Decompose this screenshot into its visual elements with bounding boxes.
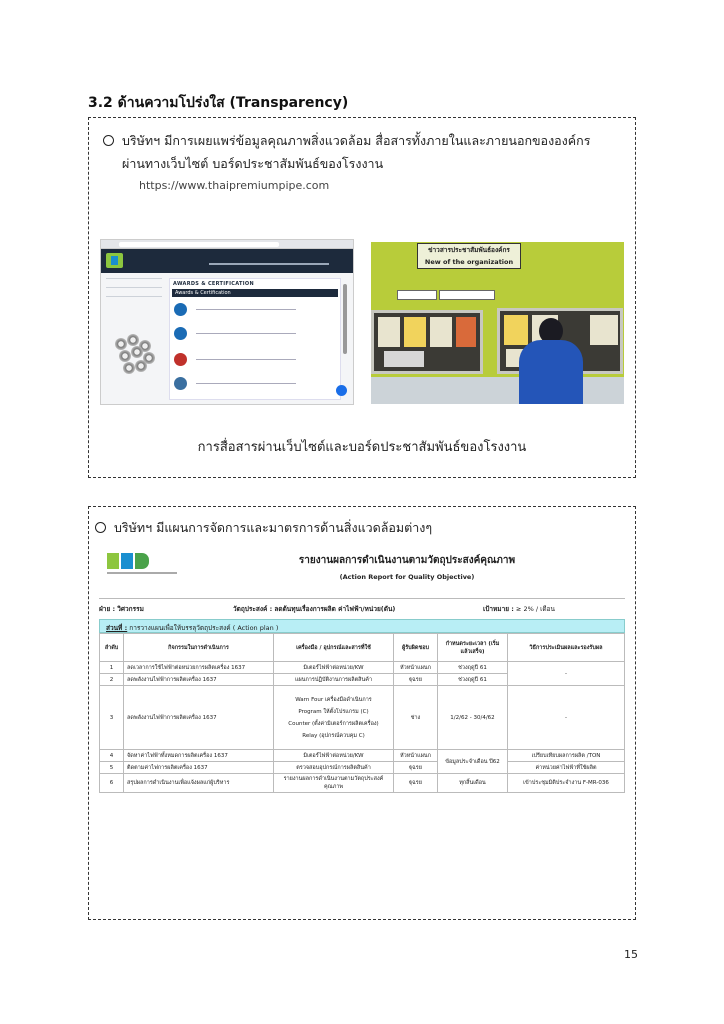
cell-period: 1/2/62 - 30/4/62 bbox=[438, 686, 508, 750]
certificate-badge-icon bbox=[174, 303, 187, 316]
action-plan-section-bar bbox=[99, 619, 625, 633]
board-sign-english: New of the organization bbox=[424, 258, 514, 266]
cell-eval: เปรียบเทียบผลการผลิต /TON bbox=[508, 750, 625, 762]
website-sidebar bbox=[106, 278, 162, 308]
cell-tool: มิเตอร์ไฟฟ้าต่อหน่วย/KW bbox=[274, 662, 394, 674]
cell-tool: ตรวจสอบอุปกรณ์การผลิตสินค้า bbox=[274, 762, 394, 774]
browser-bar bbox=[101, 240, 353, 249]
report-meta bbox=[99, 599, 625, 617]
section-title: 3.2 ด้านความโปร่งใส (Transparency) bbox=[88, 95, 349, 111]
bullet-item-website bbox=[103, 131, 590, 151]
table-row bbox=[100, 662, 625, 674]
tool-line: Warn Four เครื่องมือดำเนินการ bbox=[295, 696, 372, 703]
website-nav bbox=[209, 263, 329, 265]
board-notice bbox=[439, 290, 495, 300]
awards-panel bbox=[169, 278, 341, 400]
address-bar bbox=[119, 242, 279, 247]
cell-period: ช่วงฤดูปี 61 bbox=[438, 662, 508, 674]
website-header bbox=[101, 249, 353, 273]
board-sign bbox=[417, 243, 521, 269]
tool-line: Counter (ตั้งค่ามิเตอร์การผลิตเครื่อง) bbox=[288, 720, 379, 727]
cell-owner: ฐุฉรย bbox=[394, 674, 438, 686]
cell-eval: ค่าหน่วยค่าไฟฟ้าที่ใช้ผลิต bbox=[508, 762, 625, 774]
dept-label: ฝ่าย : bbox=[99, 605, 116, 613]
target-value: ≥ 2% / เดือน bbox=[515, 605, 555, 613]
tool-line: Relay (อุปกรณ์ควบคุม C) bbox=[302, 732, 365, 739]
cell-no: 2 bbox=[100, 674, 124, 686]
cell-activity: สรุปผลการดำเนินงานเพื่อแจ้งผลแก่ผู้บริหาร bbox=[124, 774, 274, 793]
section-value: การวางแผนเพื่อให้บรรลุวัตถุประสงค์ ( Action plan ) bbox=[129, 624, 279, 632]
section-label: ส่วนที่ : bbox=[106, 624, 128, 632]
col-header-tool: เครื่องมือ / อุปกรณ์และสารที่ใช้ bbox=[274, 634, 394, 662]
board-notice bbox=[397, 290, 437, 300]
cell-activity: ลดเวลาการใช้ไฟฟ้าต่อหน่วยการผลิตเครื่อง 1637 bbox=[124, 662, 274, 674]
chat-icon[interactable] bbox=[336, 385, 347, 396]
box1-line2: ผ่านทางเว็บไซต์ บอร์ดประชาสัมพันธ์ของโรงงาน bbox=[122, 156, 384, 171]
bullet-circle-icon bbox=[103, 135, 114, 146]
target-label: เป้าหมาย : bbox=[483, 605, 514, 613]
box1-line1: บริษัทฯ มีการเผยแพร่ข้อมูลคุณภาพสิ่งแวดล้อม สื่อสารทั้งภายในและภายนอกขององค์กร bbox=[122, 133, 591, 148]
tpp-logo bbox=[106, 253, 123, 268]
wall bbox=[371, 377, 624, 404]
notice-board-photo bbox=[371, 242, 624, 404]
cell-tool bbox=[274, 686, 394, 750]
website-url[interactable]: https://www.thaipremiumpipe.com bbox=[139, 179, 330, 192]
bullet-circle-icon bbox=[95, 522, 106, 533]
cell-tool: แผนการปฏิบัติงานการผลิตสินค้า bbox=[274, 674, 394, 686]
cell-tool: รายงานผลการดำเนินงานตามวัตถุประสงค์คุณภาพ bbox=[274, 774, 394, 793]
board-frame-left bbox=[371, 310, 483, 374]
website-screenshot bbox=[100, 239, 354, 405]
cell-no: 5 bbox=[100, 762, 124, 774]
cell-period: ทุกสิ้นเดือน bbox=[438, 774, 508, 793]
action-plan-table bbox=[99, 633, 625, 793]
cell-no: 4 bbox=[100, 750, 124, 762]
scrollbar[interactable] bbox=[343, 284, 347, 354]
cell-owner: หัวหน้าแผนก bbox=[394, 662, 438, 674]
table-row bbox=[100, 686, 625, 750]
box2-line1: บริษัทฯ มีแผนการจัดการและมาตรการด้านสิ่งแวดล้อมต่างๆ bbox=[114, 520, 433, 535]
cell-owner: หัวหน้าแผนก bbox=[394, 750, 438, 762]
objective-label: วัตถุประสงค์ : bbox=[233, 605, 273, 613]
objective-value: ลดต้นทุนเรื่องการผลิต ค่าไฟฟ้า/หน่วย(ตัน) bbox=[274, 605, 396, 613]
cell-owner: ฐุฉรย bbox=[394, 762, 438, 774]
report-subtitle: (Action Report for Quality Objective) bbox=[339, 573, 475, 581]
page-number: 15 bbox=[624, 948, 638, 961]
award-badge-icon bbox=[174, 377, 187, 390]
cell-no: 3 bbox=[100, 686, 124, 750]
environment-plan-box bbox=[88, 506, 636, 920]
col-header-eval: วิธีการประเมินผลและรองรับผล bbox=[508, 634, 625, 662]
cell-owner: ฐุฉรย bbox=[394, 774, 438, 793]
cell-no: 6 bbox=[100, 774, 124, 793]
awards-heading: AWARDS & CERTIFICATION bbox=[173, 281, 254, 287]
cell-period: ข้อมูลประจำเดือน ปี62 bbox=[438, 750, 508, 774]
cell-owner: ช่าง bbox=[394, 686, 438, 750]
cell-eval: เข้าประชุมมิติประจำงาน F-MR-036 bbox=[508, 774, 625, 793]
cell-activity: จัดหาค่าไฟฟ้าทั้งหมดการผลิตเครื่อง 1637 bbox=[124, 750, 274, 762]
report-title: รายงานผลการดำเนินงานตามวัตถุประสงค์คุณภาพ bbox=[298, 555, 516, 566]
photo-caption: การสื่อสารผ่านเว็บไซต์และบอร์ดประชาสัมพันธ์ของโรงงาน bbox=[197, 440, 527, 455]
pipes-image bbox=[111, 332, 157, 378]
person-figure bbox=[517, 318, 585, 404]
tool-line: Program ให้ตั้งโปรแกรม (C) bbox=[298, 708, 369, 715]
dept-value: วิศวกรรม bbox=[117, 605, 144, 613]
cell-activity: ลดพลังงานไฟฟ้าการผลิตเครื่อง 1637 bbox=[124, 674, 274, 686]
cell-no: 1 bbox=[100, 662, 124, 674]
col-header-no: ลำดับ bbox=[100, 634, 124, 662]
table-row bbox=[100, 750, 625, 762]
bullet-item-plan bbox=[95, 518, 432, 538]
iso-badge-icon bbox=[174, 327, 187, 340]
action-report bbox=[99, 551, 625, 793]
cell-eval: - bbox=[508, 686, 625, 750]
cell-period: ช่วงฤดูปี 61 bbox=[438, 674, 508, 686]
board-sign-thai: ข่าวสารประชาสัมพันธ์องค์กร bbox=[428, 246, 510, 254]
tis-badge-icon bbox=[174, 353, 187, 366]
cell-activity: ลดพลังงานไฟฟ้าการผลิตเครื่อง 1637 bbox=[124, 686, 274, 750]
cell-tool: มิเตอร์ไฟฟ้าต่อหน่วย/KW bbox=[274, 750, 394, 762]
table-row bbox=[100, 774, 625, 793]
cell-activity: ติดตามค่าไฟการผลิตเครื่อง 1637 bbox=[124, 762, 274, 774]
report-header bbox=[99, 551, 625, 599]
cell-eval: - bbox=[508, 662, 625, 686]
col-header-activity: กิจกรรมในการดำเนินการ bbox=[124, 634, 274, 662]
awards-subheading: Awards & Certification bbox=[172, 289, 338, 297]
transparency-box bbox=[88, 117, 636, 478]
col-header-period: กำหนดระยะเวลา (เริ่ม แล้วเสร็จ) bbox=[438, 634, 508, 662]
col-header-owner: ผู้รับผิดชอบ bbox=[394, 634, 438, 662]
table-row bbox=[100, 762, 625, 774]
